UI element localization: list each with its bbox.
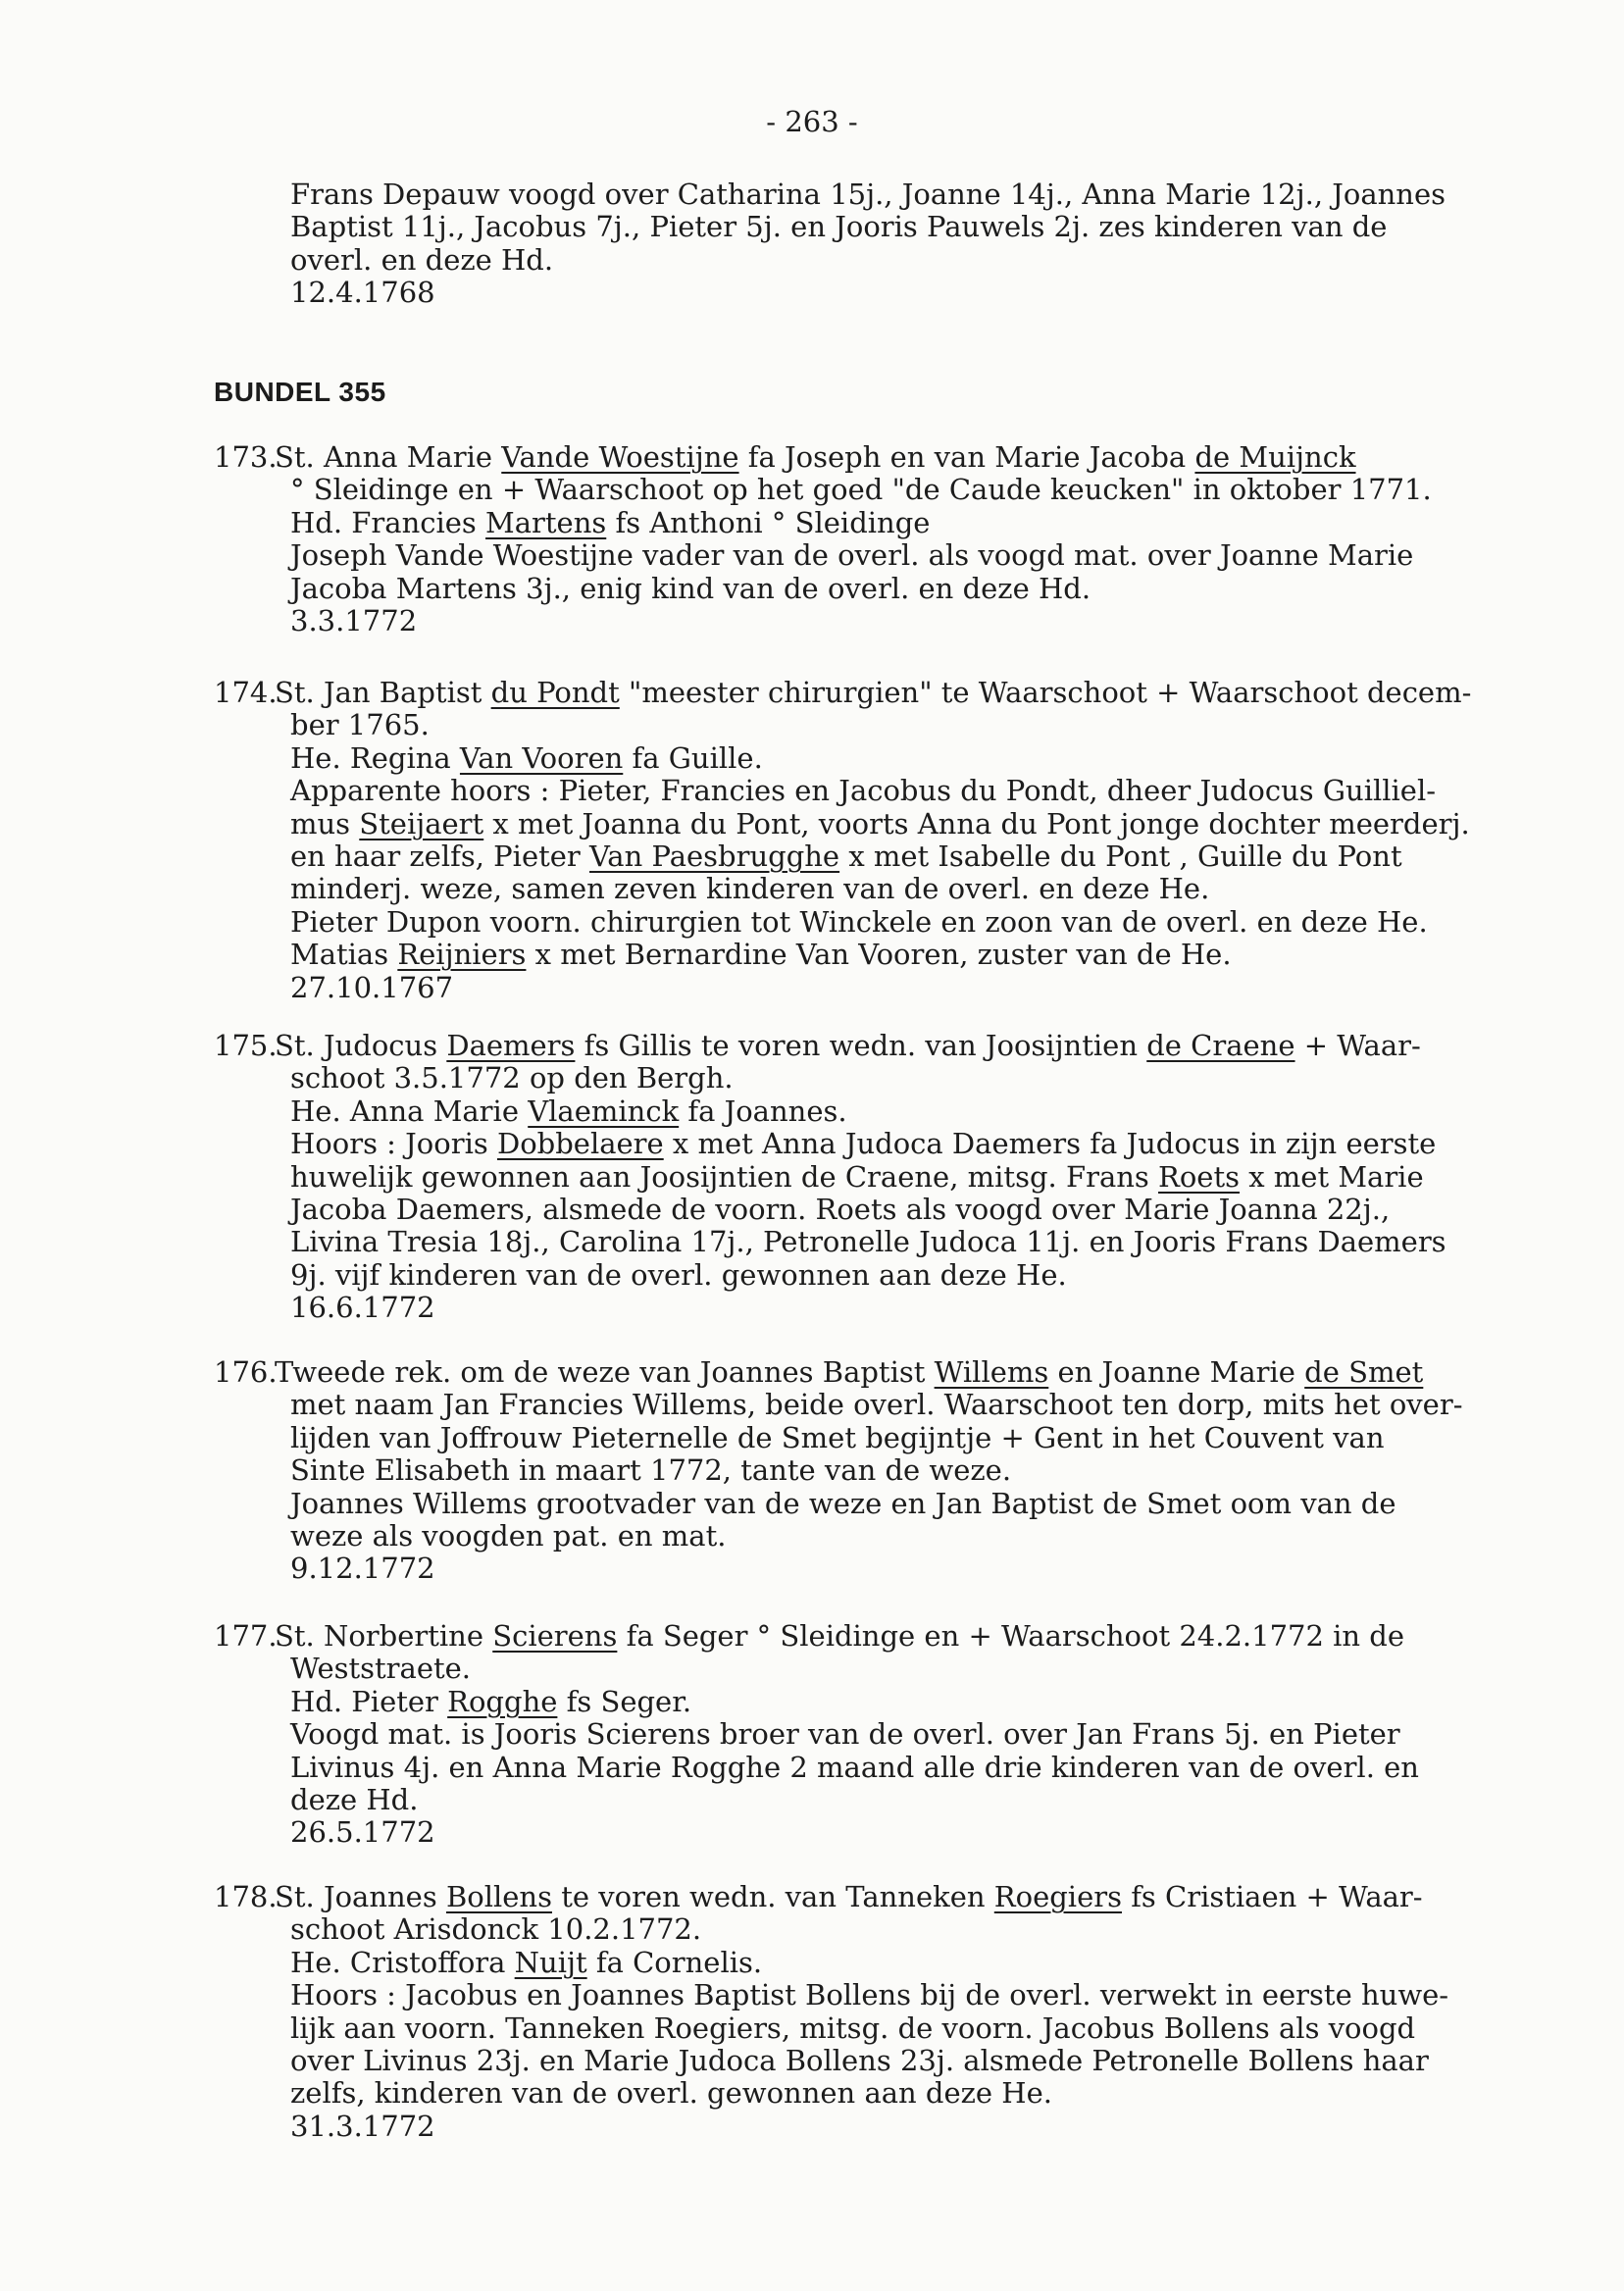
underlined-name: Willems: [934, 1355, 1049, 1389]
text-line: [290, 1062, 734, 1095]
text-segment: overl. en deze Hd.: [290, 242, 554, 277]
text-line: [290, 1718, 1400, 1751]
text-segment: Livinus 4j. en Anna Marie Rogghe 2 maand alle drie kinderen van de overl. en: [290, 1750, 1419, 1784]
text-line: [290, 1161, 1424, 1194]
text-line: [290, 1095, 847, 1128]
text-line: [290, 507, 930, 539]
text-segment: 9.12.1772: [290, 1552, 435, 1586]
text-line: [290, 906, 1428, 939]
entry-number: 175.: [214, 1029, 278, 1062]
text-segment: over Livinus 23j. en Marie Judoca Bollens 23j. alsmede Petronelle Bollens haar: [290, 2044, 1429, 2077]
underlined-name: Reijniers: [397, 938, 527, 972]
underlined-name: Dobbelaere: [496, 1127, 664, 1161]
text-line: [290, 1686, 691, 1718]
text-segment: x met Isabelle du Pont , Guille du Pont: [839, 840, 1402, 873]
text-line: [290, 1752, 1419, 1784]
text-segment: 16.6.1772: [290, 1291, 435, 1325]
underlined-name: Daemers: [446, 1029, 576, 1062]
text-segment: 9j. vijf kinderen van de overl. gewonnen aan deze He.: [290, 1257, 1067, 1292]
entry-number: 178.: [214, 1880, 278, 1913]
text-segment: met naam Jan Francies Willems, beide overl. Waarschoot ten dorp, mits het over-: [290, 1388, 1463, 1422]
text-segment: Hoors : Jacobus en Joannes Baptist Bollens bij de overl. verwekt in eerste huwe-: [290, 1978, 1449, 2012]
underlined-name: de Muijnck: [1194, 440, 1356, 474]
text-line: [290, 939, 1232, 971]
text-segment: 12.4.1768: [290, 276, 435, 310]
text-line: [290, 840, 1402, 873]
text-segment: lijk aan voorn. Tanneken Roegiers, mitsg. de voorn. Jacobus Bollens als voogd: [290, 2011, 1416, 2045]
text-segment: huwelijk gewonnen aan Joosijntien de Craene, mitsg. Frans: [290, 1159, 1159, 1194]
text-line: [275, 1881, 1423, 1913]
text-segment: St. Norbertine: [275, 1619, 493, 1653]
text-segment: He. Regina: [290, 740, 460, 775]
text-segment: St. Anna Marie: [275, 440, 502, 474]
text-segment: "meester chirurgien" te Waarschoot + Waarschoot decem-: [619, 676, 1472, 709]
text-segment: fs Seger.: [557, 1684, 692, 1718]
text-line: [275, 1356, 1423, 1389]
section-heading: BUNDEL 355: [214, 377, 386, 407]
text-segment: schoot 3.5.1772 op den Bergh.: [290, 1061, 734, 1095]
text-line: [290, 573, 1091, 605]
text-segment: ° Sleidinge en + Waarschoot op het goed "de Caude keucken" in oktober 1771.: [290, 473, 1432, 507]
text-line: [290, 1226, 1446, 1258]
text-line: [290, 742, 763, 775]
text-line: [290, 1194, 1390, 1226]
text-line: [290, 1422, 1385, 1454]
underlined-name: de Craene: [1146, 1029, 1295, 1062]
text-line: [290, 605, 417, 637]
text-segment: Livina Tresia 18j., Carolina 17j., Petronelle Judoca 11j. en Jooris Frans Daemers: [290, 1225, 1446, 1259]
text-segment: zelfs, kinderen van de overl. gewonnen aan deze He.: [290, 2076, 1052, 2111]
underlined-name: Vlaeminck: [528, 1094, 680, 1128]
text-segment: + Waar-: [1294, 1029, 1421, 1062]
text-segment: fs Gillis te voren wedn. van Joosijntien: [575, 1029, 1147, 1062]
text-segment: fa Guille.: [623, 740, 763, 775]
text-line: [290, 178, 1446, 211]
text-segment: fa Cornelis.: [586, 1945, 763, 1979]
underlined-name: de Smet: [1304, 1355, 1424, 1389]
underlined-name: Vande Woestijne: [501, 440, 739, 474]
text-segment: Hd. Francies: [290, 505, 486, 539]
text-segment: Hd. Pieter: [290, 1684, 448, 1718]
text-line: [290, 277, 435, 309]
text-segment: St. Judocus: [275, 1029, 447, 1062]
entry-number: 174.: [214, 676, 278, 709]
text-segment: deze Hd.: [290, 1783, 419, 1816]
text-line: [290, 1259, 1067, 1292]
underlined-name: Roets: [1158, 1159, 1241, 1194]
underlined-name: Bollens: [445, 1880, 552, 1913]
text-line: [290, 1816, 435, 1849]
text-segment: 31.3.1772: [290, 2109, 435, 2143]
text-segment: He. Anna Marie: [290, 1094, 529, 1128]
underlined-name: du Pondt: [490, 676, 620, 709]
text-line: [290, 211, 1387, 243]
text-line: [290, 2077, 1052, 2110]
text-line: [290, 1454, 1011, 1487]
text-line: [290, 1553, 435, 1585]
text-line: [290, 1784, 418, 1816]
underlined-name: Van Paesbrugghe: [589, 840, 840, 873]
underlined-name: Martens: [485, 505, 607, 539]
text-line: [275, 677, 1471, 709]
text-segment: St. Joannes: [275, 1880, 446, 1913]
entry-number: 173.: [214, 440, 278, 474]
text-segment: fs Anthoni ° Sleidinge: [606, 505, 931, 539]
text-line: [290, 1520, 726, 1553]
text-line: [290, 709, 430, 741]
text-segment: minderj. weze, samen zeven kinderen van de overl. en deze He.: [290, 872, 1210, 906]
text-segment: Frans Depauw voogd over Catharina 15j., Joanne 14j., Anna Marie 12j., Joannes: [290, 178, 1446, 211]
text-segment: 26.5.1772: [290, 1815, 435, 1850]
text-segment: Sinte Elisabeth in maart 1772, tante van de weze.: [290, 1453, 1012, 1488]
text-line: [290, 972, 453, 1004]
text-segment: en haar zelfs, Pieter: [290, 840, 590, 873]
text-segment: en Joanne Marie: [1048, 1355, 1305, 1389]
text-line: [290, 2012, 1415, 2045]
text-segment: Jacoba Daemers, alsmede de voorn. Roets als voogd over Marie Joanna 22j.,: [290, 1193, 1391, 1226]
text-segment: 27.10.1767: [290, 970, 454, 1004]
underlined-name: Scierens: [492, 1619, 618, 1653]
underlined-name: Roegiers: [993, 1880, 1122, 1913]
text-segment: lijden van Joffrouw Pieternelle de Smet begijntje + Gent in het Couvent van: [290, 1420, 1385, 1454]
text-segment: schoot Arisdonck 10.2.1772.: [290, 1912, 702, 1947]
text-segment: Tweede rek. om de weze van Joannes Baptist: [275, 1355, 935, 1389]
text-segment: Matias: [290, 938, 398, 972]
text-line: [290, 1488, 1396, 1520]
text-line: [290, 808, 1470, 840]
text-segment: x met Anna Judoca Daemers fa Judocus in zijn eerste: [663, 1127, 1437, 1161]
text-line: [290, 873, 1209, 905]
text-segment: Weststraete.: [290, 1652, 472, 1686]
text-segment: Jacoba Martens 3j., enig kind van de overl. en deze Hd.: [290, 571, 1091, 605]
text-segment: Hoors : Jooris: [290, 1127, 497, 1161]
entry-number: 177.: [214, 1619, 278, 1653]
text-line: [290, 1653, 471, 1685]
text-segment: Pieter Dupon voorn. chirurgien tot Winckele en zoon van de overl. en deze He.: [290, 904, 1428, 939]
text-segment: He. Cristoffora: [290, 1945, 515, 1979]
text-segment: ber 1765.: [290, 708, 430, 742]
text-line: [290, 1292, 435, 1324]
text-segment: St. Jan Baptist: [275, 676, 491, 709]
text-segment: Joannes Willems grootvader van de weze en Jan Baptist de Smet oom van de: [290, 1486, 1396, 1520]
text-segment: mus: [290, 806, 360, 840]
underlined-name: Van Vooren: [459, 740, 624, 775]
text-segment: x met Marie: [1240, 1159, 1424, 1194]
text-segment: te voren wedn. van Tanneken: [552, 1880, 994, 1913]
text-line: [275, 1030, 1421, 1062]
text-segment: Voogd mat. is Jooris Scierens broer van de overl. over Jan Frans 5j. en Pieter: [290, 1717, 1400, 1752]
text-segment: Apparente hoors : Pieter, Francies en Jacobus du Pondt, dheer Judocus Guilliel-: [290, 774, 1437, 808]
text-segment: x met Joanna du Pont, voorts Anna du Pont jonge dochter meerderj.: [483, 806, 1470, 840]
underlined-name: Rogghe: [447, 1684, 558, 1718]
text-line: [290, 1913, 701, 1946]
text-line: [290, 2045, 1429, 2077]
text-segment: weze als voogden pat. en mat.: [290, 1519, 727, 1553]
text-line: [290, 244, 553, 277]
text-segment: fa Joseph en van Marie Jacoba: [738, 440, 1195, 474]
text-line: [290, 1128, 1436, 1160]
text-line: [290, 1389, 1463, 1421]
page-number: - 263 -: [766, 105, 858, 138]
text-line: [290, 775, 1436, 807]
underlined-name: Steijaert: [359, 806, 484, 840]
text-line: [290, 539, 1413, 572]
text-segment: x met Bernardine Van Vooren, zuster van de He.: [526, 938, 1232, 972]
text-line: [290, 2111, 435, 2143]
text-line: [275, 441, 1356, 474]
text-segment: fs Cristiaen + Waar-: [1121, 1880, 1423, 1913]
text-line: [290, 474, 1432, 506]
text-segment: Baptist 11j., Jacobus 7j., Pieter 5j. en Jooris Pauwels 2j. zes kinderen van de: [290, 210, 1388, 244]
text-segment: fa Joannes.: [679, 1094, 847, 1128]
text-line: [290, 1979, 1448, 2011]
entry-number: 176.: [214, 1355, 278, 1389]
text-line: [290, 1947, 762, 1979]
text-line: [275, 1620, 1404, 1653]
text-segment: 3.3.1772: [290, 604, 418, 637]
underlined-name: Nuijt: [514, 1945, 587, 1979]
text-segment: fa Seger ° Sleidinge en + Waarschoot 24.2.1772 in de: [617, 1619, 1405, 1653]
text-segment: Joseph Vande Woestijne vader van de overl. als voogd mat. over Joanne Marie: [290, 538, 1414, 573]
